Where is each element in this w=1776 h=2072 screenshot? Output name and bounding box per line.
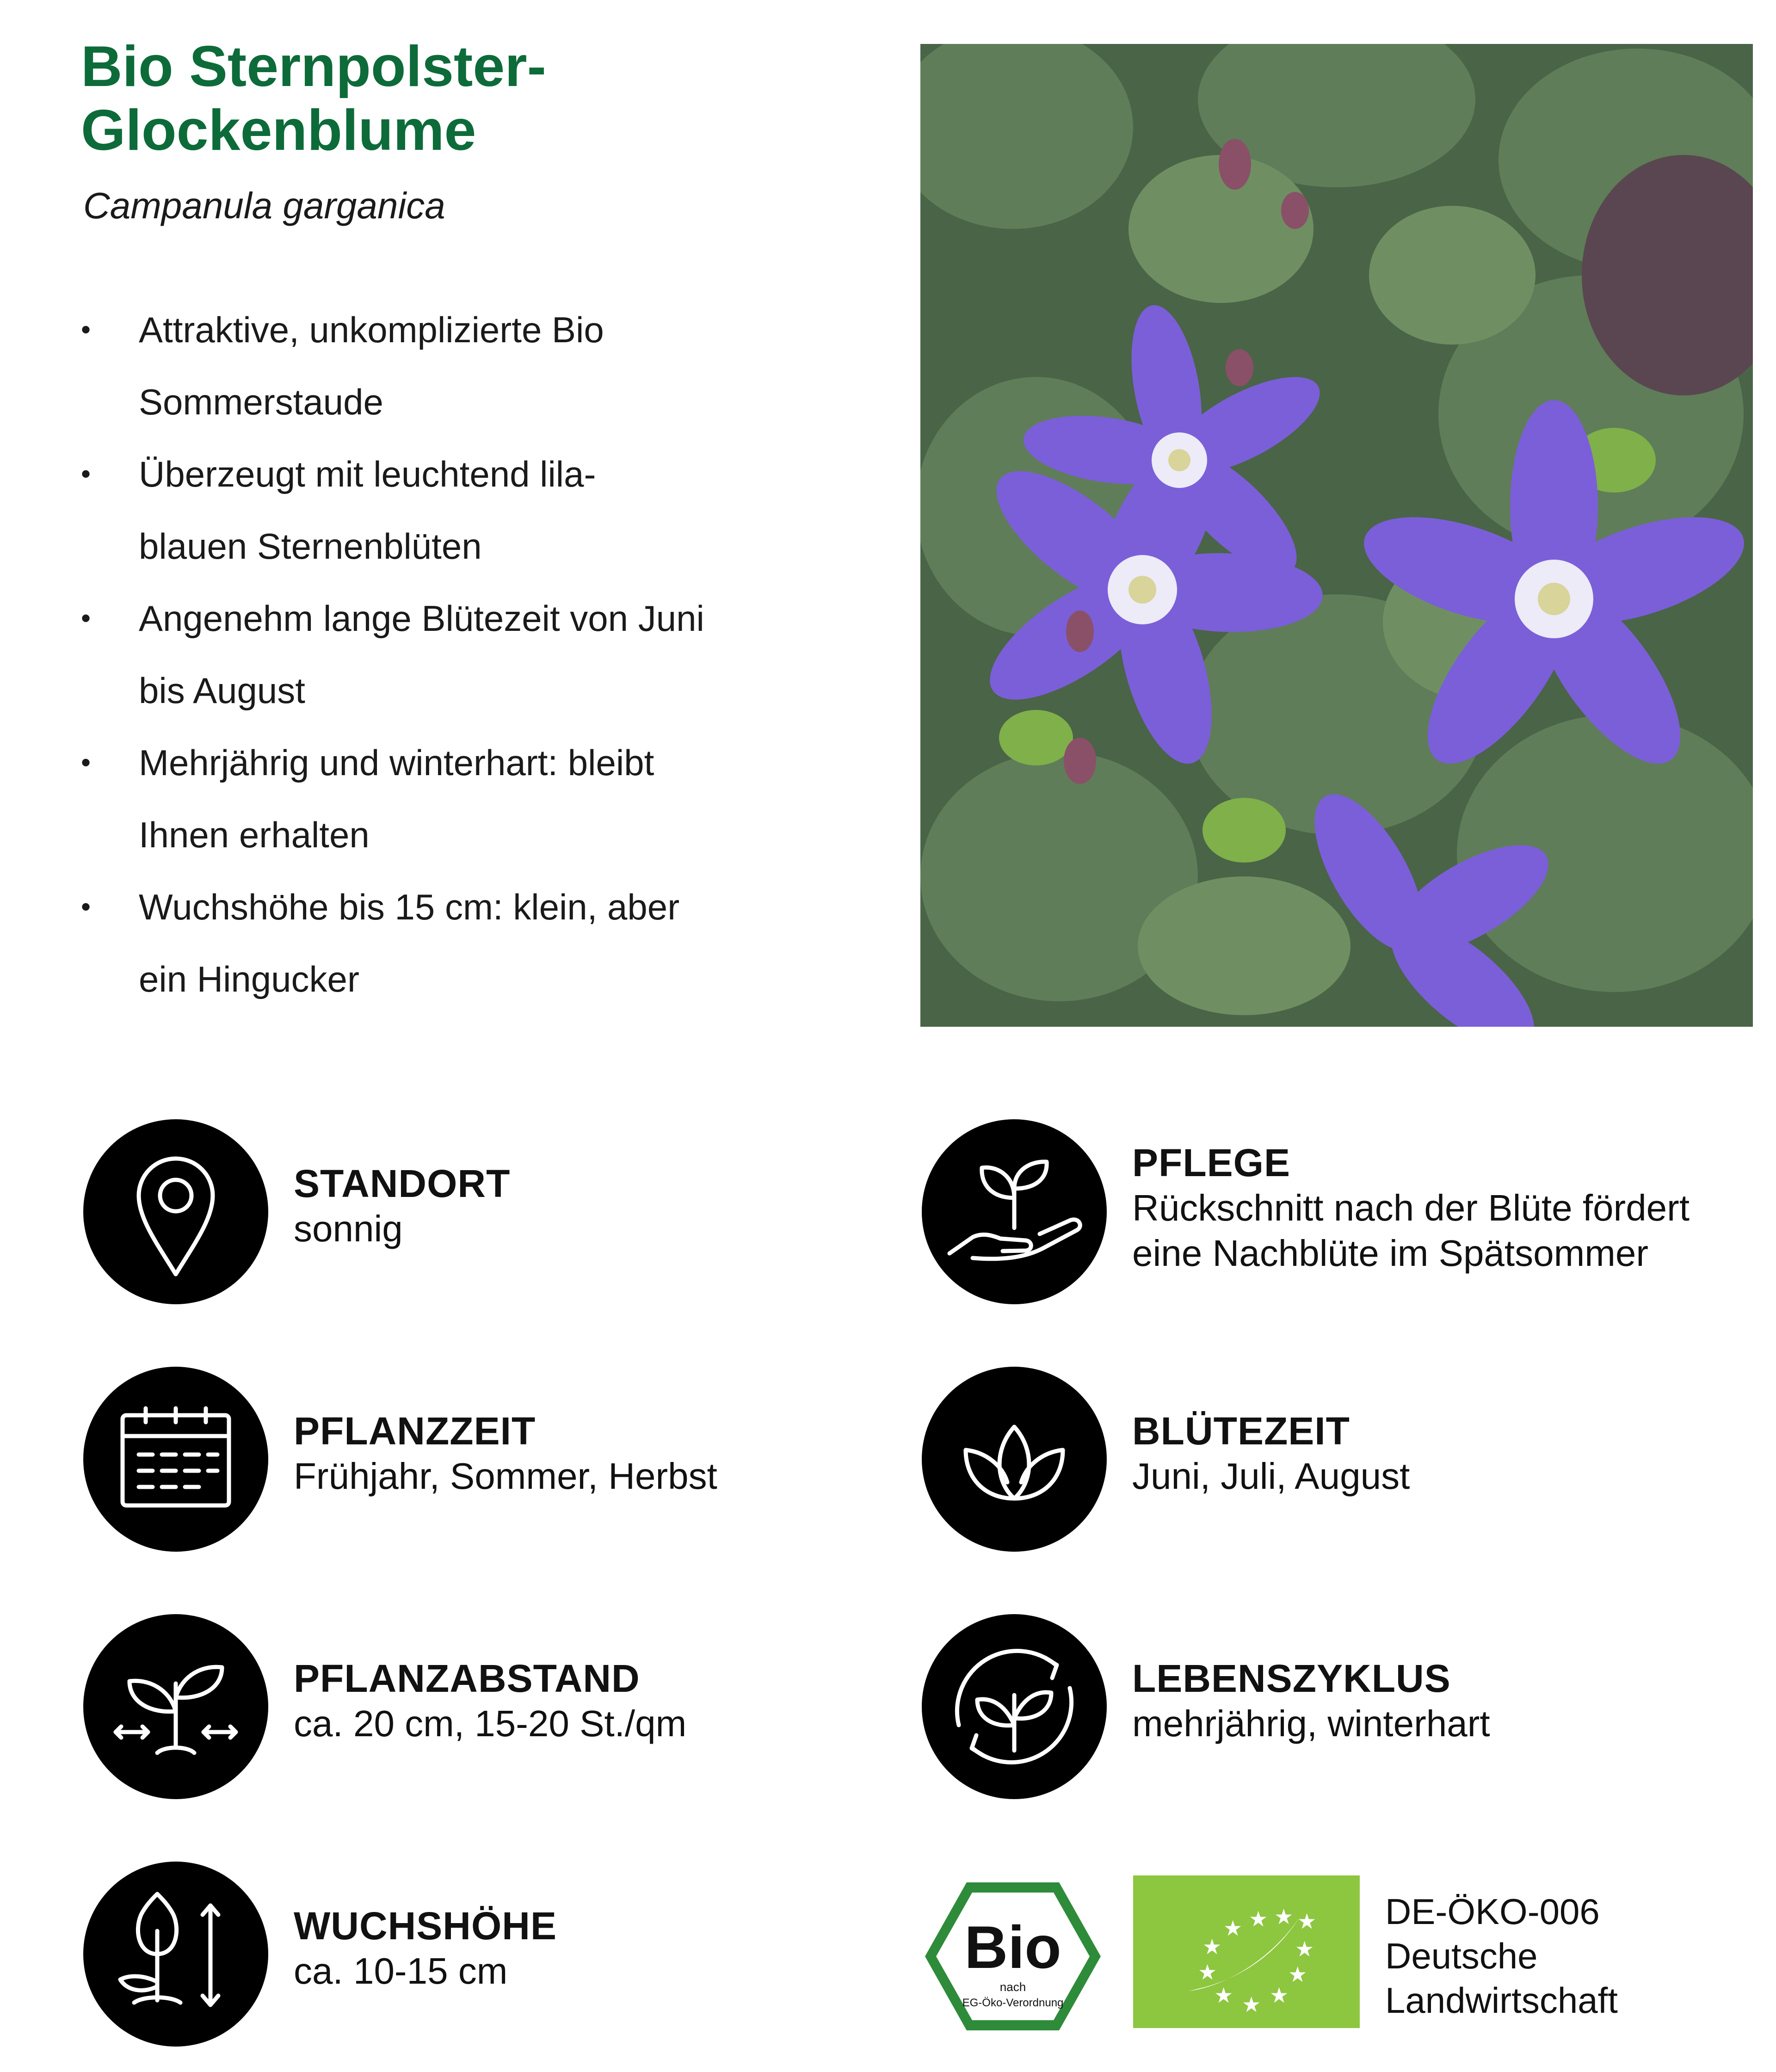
latin-name: Campanula garganica: [83, 185, 445, 226]
bullet-icon: •: [81, 314, 91, 345]
info-bluetezeit: [922, 1367, 1717, 1552]
info-lebenszyklus: [922, 1614, 1717, 1799]
certification-code: DE-ÖKO-006: [1385, 1891, 1600, 1932]
pflege-label: PFLEGE: [1132, 1141, 1291, 1184]
bio-seal-sub1: nach: [999, 1980, 1026, 1994]
svg-text:★: ★: [1288, 1962, 1307, 1986]
product-title: [81, 35, 867, 162]
svg-text:★: ★: [1297, 1909, 1317, 1933]
standort-value: sonnig: [294, 1208, 403, 1249]
feature-list: [81, 294, 844, 1015]
bio-seal-logo: [920, 1878, 1105, 2035]
pflege-value-line1: Rückschnitt nach der Blüte fördert: [1132, 1187, 1690, 1228]
lebenszyklus-label: LEBENSZYKLUS: [1132, 1657, 1451, 1700]
bio-seal-sub2: EG-Öko-Verordnung: [962, 1997, 1064, 2009]
pflanzabstand-value: ca. 20 cm, 15-20 St./qm: [294, 1703, 687, 1744]
svg-text:★: ★: [1223, 1916, 1243, 1940]
bullet-icon: •: [81, 458, 91, 489]
certification-line3: Landwirtschaft: [1385, 1980, 1618, 2021]
plant-height-icon: [83, 1862, 268, 2047]
certification-text: [1385, 1889, 1755, 2023]
location-pin-icon: [83, 1119, 268, 1304]
certification-line2: Deutsche: [1385, 1936, 1538, 1976]
pflanzzeit-label: PFLANZZEIT: [294, 1409, 536, 1453]
svg-text:★: ★: [1274, 1905, 1294, 1929]
info-wuchshoehe: [83, 1862, 879, 2047]
product-title-line1: Bio Sternpolster-: [81, 35, 546, 99]
pflanzzeit-value: Frühjahr, Sommer, Herbst: [294, 1455, 717, 1497]
product-title-line2: Glockenblume: [81, 99, 476, 162]
bullet-icon: •: [81, 747, 91, 778]
pflege-value-line2: eine Nachblüte im Spätsommer: [1132, 1233, 1649, 1274]
hand-sprout-icon: [922, 1119, 1107, 1304]
feature-item: • Angenehm lange Blütezeit von Juni bis August: [81, 582, 844, 727]
info-pflanzabstand: [83, 1614, 879, 1799]
seedling-spacing-icon: [83, 1614, 268, 1799]
bullet-icon: •: [81, 891, 91, 922]
wuchshoehe-label: WUCHSHÖHE: [294, 1904, 557, 1948]
feature-item: • Wuchshöhe bis 15 cm: klein, aber ein Hingucker: [81, 871, 844, 1015]
bluetezeit-label: BLÜTEZEIT: [1132, 1409, 1350, 1453]
plant-cycle-icon: [922, 1614, 1107, 1799]
info-pflanzzeit: [83, 1367, 879, 1552]
wuchshoehe-value: ca. 10-15 cm: [294, 1950, 508, 1992]
info-pflege: [922, 1119, 1717, 1304]
pflanzabstand-label: PFLANZABSTAND: [294, 1657, 640, 1700]
svg-text:★: ★: [1295, 1937, 1314, 1961]
calendar-icon: [83, 1367, 268, 1552]
bluetezeit-value: Juni, Juli, August: [1132, 1455, 1410, 1497]
bio-seal-text: Bio: [964, 1913, 1061, 1981]
bullet-icon: •: [81, 603, 91, 634]
feature-item: • Überzeugt mit leuchtend lila- blauen Sternenblüten: [81, 438, 844, 582]
eu-organic-leaf-logo: [1133, 1875, 1360, 2028]
lotus-flower-icon: [922, 1367, 1107, 1552]
svg-text:★: ★: [1270, 1983, 1289, 2007]
standort-label: STANDORT: [294, 1162, 511, 1205]
svg-text:★: ★: [1242, 1992, 1261, 2016]
svg-text:★: ★: [1198, 1960, 1217, 1984]
feature-item: • Mehrjährig und winterhart: bleibt Ihnen erhalten: [81, 727, 844, 871]
lebenszyklus-value: mehrjährig, winterhart: [1132, 1703, 1490, 1744]
product-photo: [920, 44, 1753, 1027]
svg-text:★: ★: [1214, 1983, 1233, 2007]
svg-text:★: ★: [1249, 1907, 1268, 1931]
info-standort: [83, 1119, 879, 1304]
feature-item: • Attraktive, unkomplizierte Bio Sommerstaude: [81, 294, 844, 438]
certification-area: [920, 1875, 1762, 2033]
svg-text:★: ★: [1202, 1935, 1222, 1959]
